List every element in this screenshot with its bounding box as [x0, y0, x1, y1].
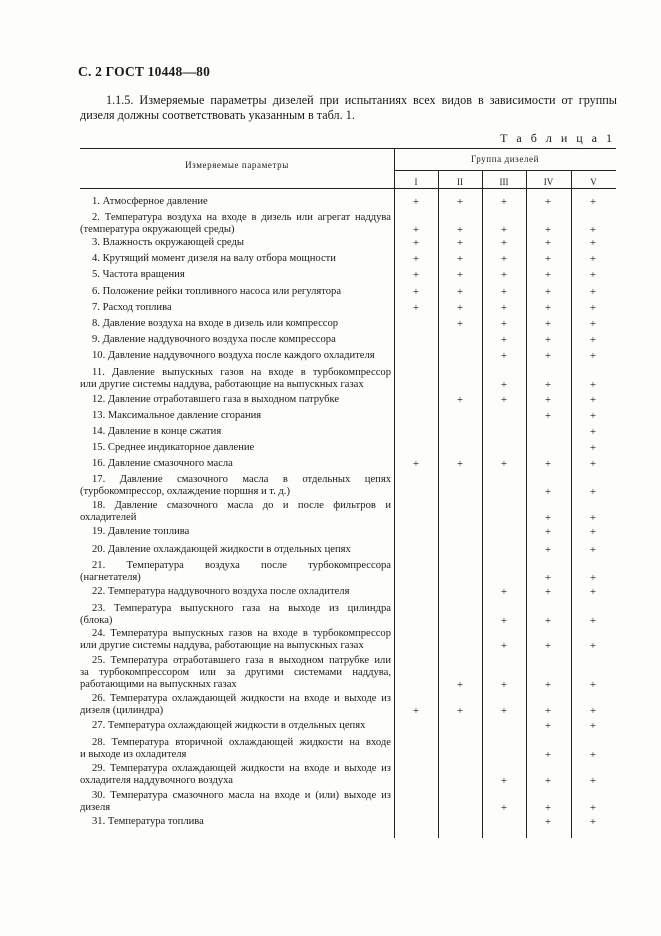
group-mark-iii: +	[500, 458, 508, 470]
group-mark-iii: +	[500, 318, 508, 330]
group-mark-iv: +	[544, 458, 552, 470]
parameter-name	[80, 526, 391, 538]
parameter-line: охладителей	[80, 512, 137, 523]
group-mark-v: +	[589, 749, 597, 761]
group-mark-iv: +	[544, 224, 552, 236]
group-mark-v: +	[589, 720, 597, 732]
parameter-line: 25. Температура отработавшего газа в выходном патрубке или	[92, 655, 391, 666]
parameter-line: 1. Атмосферное давление	[92, 196, 208, 207]
parameter-line: 16. Давление смазочного масла	[92, 458, 233, 469]
group-mark-v: +	[589, 526, 597, 538]
parameter-line: 18. Давление смазочного масла до и после фильтров и	[92, 500, 391, 511]
parameter-name	[80, 318, 391, 330]
group-mark-ii: +	[456, 224, 464, 236]
parameter-name	[80, 655, 391, 691]
parameter-name	[80, 196, 391, 208]
parameter-name	[80, 474, 391, 498]
group-mark-ii: +	[456, 196, 464, 208]
group-mark-v: +	[589, 486, 597, 498]
group-mark-iii: +	[500, 775, 508, 787]
group-mark-iii: +	[500, 802, 508, 814]
group-mark-v: +	[589, 816, 597, 828]
group-header-ii: II	[457, 177, 463, 187]
parameter-line: 5. Частота вращения	[92, 269, 185, 280]
group-mark-iv: +	[544, 679, 552, 691]
group-mark-i: +	[412, 286, 420, 298]
group-mark-ii: +	[456, 269, 464, 281]
parameter-line: охладителя наддувочного воздуха	[80, 775, 234, 786]
parameter-line: 3. Влажность окружающей среды	[92, 237, 244, 248]
group-mark-v: +	[589, 269, 597, 281]
group-mark-v: +	[589, 334, 597, 346]
header-bottom-rule	[80, 188, 616, 189]
parameter-line: 20. Давление охлаждающей жидкости в отдельных цепях	[92, 544, 351, 555]
group-mark-iv: +	[544, 269, 552, 281]
parameter-line: 23. Температура выпускного газа на выходе из цилиндра	[92, 603, 391, 614]
page-header: С. 2 ГОСТ 10448—80	[78, 64, 211, 79]
group-mark-iii: +	[500, 394, 508, 406]
group-mark-iv: +	[544, 544, 552, 556]
parameter-name	[80, 720, 391, 732]
group-mark-iv: +	[544, 253, 552, 265]
group-mark-iv: +	[544, 615, 552, 627]
parameter-name	[80, 560, 391, 584]
parameters-table	[80, 148, 616, 838]
parameter-line: 14. Давление в конце сжатия	[92, 426, 222, 437]
parameter-name	[80, 367, 391, 391]
group-mark-v: +	[589, 394, 597, 406]
group-mark-iv: +	[544, 237, 552, 249]
column-divider	[394, 148, 395, 838]
parameter-name	[80, 269, 391, 281]
parameter-line: 8. Давление воздуха на входе в дизель или компрессор	[92, 318, 339, 329]
group-mark-v: +	[589, 379, 597, 391]
parameter-line: 22. Температура наддувочного воздуха после охладителя	[92, 586, 350, 597]
group-mark-v: +	[589, 196, 597, 208]
parameter-name	[80, 237, 391, 249]
parameter-line: (турбокомпрессор, охлаждение поршня и т. д.)	[80, 486, 290, 497]
parameter-line: 26. Температура охлаждающей жидкости на входе и выходе из	[92, 693, 391, 704]
parameter-name	[80, 212, 391, 236]
parameter-line: (блока)	[80, 615, 113, 626]
group-mark-iv: +	[544, 816, 552, 828]
group-mark-v: +	[589, 442, 597, 454]
group-mark-v: +	[589, 458, 597, 470]
column-divider	[482, 170, 483, 838]
group-mark-iv: +	[544, 318, 552, 330]
parameter-name	[80, 603, 391, 627]
group-mark-v: +	[589, 253, 597, 265]
parameter-name	[80, 286, 391, 298]
parameter-name	[80, 544, 391, 556]
group-mark-iv: +	[544, 640, 552, 652]
group-mark-iii: +	[500, 196, 508, 208]
group-header-iii: III	[499, 177, 509, 187]
group-mark-ii: +	[456, 237, 464, 249]
group-mark-v: +	[589, 802, 597, 814]
parameter-line: (температура окружающей среды)	[80, 224, 235, 235]
group-mark-ii: +	[456, 679, 464, 691]
group-mark-ii: +	[456, 302, 464, 314]
group-mark-v: +	[589, 572, 597, 584]
group-mark-iv: +	[544, 302, 552, 314]
parameter-line: за турбокомпрессором или за другими системами наддува,	[80, 667, 391, 678]
group-mark-iii: +	[500, 253, 508, 265]
parameter-line: 4. Крутящий момент дизеля на валу отбора мощности	[92, 253, 336, 264]
group-mark-ii: +	[456, 394, 464, 406]
parameter-line: 12. Давление отработавшего газа в выходном патрубке	[92, 394, 340, 405]
column-divider	[571, 170, 572, 838]
parameter-line: 7. Расход топлива	[92, 302, 172, 313]
group-mark-iii: +	[500, 615, 508, 627]
group-mark-iii: +	[500, 705, 508, 717]
group-mark-iv: +	[544, 526, 552, 538]
group-mark-ii: +	[456, 458, 464, 470]
group-mark-v: +	[589, 350, 597, 362]
parameter-line: (нагнетателя)	[80, 572, 141, 583]
parameter-line: 28. Температура вторичной охлаждающей жидкости на входе	[92, 737, 391, 748]
group-column-header: Группа дизелей	[470, 154, 540, 164]
group-mark-v: +	[589, 286, 597, 298]
group-mark-iii: +	[500, 586, 508, 598]
group-mark-iii: +	[500, 379, 508, 391]
group-mark-iv: +	[544, 196, 552, 208]
column-divider	[438, 170, 439, 838]
group-mark-i: +	[412, 196, 420, 208]
group-mark-i: +	[412, 253, 420, 265]
column-divider	[526, 170, 527, 838]
group-mark-iii: +	[500, 350, 508, 362]
group-header-v: V	[590, 177, 597, 187]
parameter-line: 27. Температура охлаждающей жидкости в отдельных цепях	[92, 720, 366, 731]
parameter-name	[80, 334, 391, 346]
parameter-name	[80, 763, 391, 787]
group-mark-v: +	[589, 679, 597, 691]
parameter-line: 10. Давление наддувочного воздуха после каждого охладителя	[92, 350, 375, 361]
group-mark-i: +	[412, 237, 420, 249]
parameter-name	[80, 693, 391, 717]
group-mark-iv: +	[544, 586, 552, 598]
group-mark-iv: +	[544, 749, 552, 761]
group-mark-i: +	[412, 269, 420, 281]
group-mark-iv: +	[544, 286, 552, 298]
group-mark-ii: +	[456, 318, 464, 330]
parameter-name	[80, 458, 391, 470]
intro-paragraph: 1.1.5. Измеряемые параметры дизелей при испытаниях всех видов в зависимости от группы дизеля должны соответствовать указанным в табл. 1.	[80, 93, 617, 122]
group-mark-iv: +	[544, 486, 552, 498]
group-mark-ii: +	[456, 253, 464, 265]
parameter-line: 15. Среднее индикаторное давление	[92, 442, 255, 453]
parameter-line: или другие системы наддува, работающие на выпускных газах	[80, 640, 364, 651]
group-mark-v: +	[589, 705, 597, 717]
group-mark-v: +	[589, 640, 597, 652]
parameter-line: 9. Давление наддувочного воздуха после компрессора	[92, 334, 336, 345]
group-mark-iv: +	[544, 410, 552, 422]
group-header-iv: IV	[543, 177, 554, 187]
parameter-name	[80, 253, 391, 265]
group-mark-iii: +	[500, 237, 508, 249]
group-mark-v: +	[589, 224, 597, 236]
group-mark-v: +	[589, 410, 597, 422]
parameter-line: 31. Температура топлива	[92, 816, 204, 827]
group-mark-iii: +	[500, 640, 508, 652]
parameter-name	[80, 586, 391, 598]
group-mark-i: +	[412, 705, 420, 717]
group-mark-iii: +	[500, 224, 508, 236]
parameter-name	[80, 394, 391, 406]
parameter-name	[80, 500, 391, 524]
group-mark-v: +	[589, 318, 597, 330]
group-mark-iv: +	[544, 379, 552, 391]
group-mark-ii: +	[456, 705, 464, 717]
parameter-name	[80, 628, 391, 652]
parameter-name	[80, 410, 391, 422]
group-mark-v: +	[589, 426, 597, 438]
group-mark-i: +	[412, 458, 420, 470]
group-mark-iii: +	[500, 334, 508, 346]
group-mark-iii: +	[500, 286, 508, 298]
group-mark-iii: +	[500, 679, 508, 691]
group-mark-iv: +	[544, 802, 552, 814]
group-mark-i: +	[412, 224, 420, 236]
parameter-line: 11. Давление выпускных газов на входе в турбокомпрессор	[92, 367, 391, 378]
table-caption: Т а б л и ц а 1	[500, 131, 615, 145]
parameter-name	[80, 350, 391, 362]
group-mark-iii: +	[500, 269, 508, 281]
group-mark-i: +	[412, 302, 420, 314]
parameter-line: работающими на выпускных газах	[80, 679, 237, 690]
group-mark-ii: +	[456, 286, 464, 298]
parameter-name	[80, 302, 391, 314]
group-mark-v: +	[589, 775, 597, 787]
param-column-header: Измеряемые параметры	[185, 160, 289, 170]
parameter-line: 13. Максимальное давление сгорания	[92, 410, 262, 421]
parameter-name	[80, 816, 391, 828]
parameter-line: 21. Температура воздуха после турбокомпрессора	[92, 560, 391, 571]
group-mark-iv: +	[544, 720, 552, 732]
group-mark-iv: +	[544, 705, 552, 717]
parameter-name	[80, 426, 391, 438]
parameter-name	[80, 737, 391, 761]
group-mark-iv: +	[544, 394, 552, 406]
parameter-line: дизеля (цилиндра)	[80, 705, 164, 716]
parameter-name	[80, 790, 391, 814]
group-mark-iv: +	[544, 572, 552, 584]
parameter-line: 29. Температура охлаждающей жидкости на входе и выходе из	[92, 763, 391, 774]
parameter-line: 17. Давление смазочного масла в отдельных цепях	[92, 474, 391, 485]
group-header-rule	[394, 170, 616, 171]
group-mark-iv: +	[544, 334, 552, 346]
group-mark-v: +	[589, 615, 597, 627]
parameter-line: 30. Температура смазочного масла на входе и (или) выходе из	[92, 790, 391, 801]
group-mark-v: +	[589, 586, 597, 598]
group-mark-v: +	[589, 512, 597, 524]
group-mark-iii: +	[500, 302, 508, 314]
parameter-line: и выходе из охладителя	[80, 749, 187, 760]
group-mark-v: +	[589, 302, 597, 314]
parameter-name	[80, 442, 391, 454]
parameter-line: или другие системы наддува, работающие на выпускных газах	[80, 379, 364, 390]
group-mark-iv: +	[544, 350, 552, 362]
group-mark-v: +	[589, 544, 597, 556]
table-top-rule	[80, 148, 616, 149]
group-mark-v: +	[589, 237, 597, 249]
parameter-line: 6. Положение рейки топливного насоса или регулятора	[92, 286, 342, 297]
parameter-line: 19. Давление топлива	[92, 526, 190, 537]
group-mark-iv: +	[544, 775, 552, 787]
parameter-line: 24. Температура выпускных газов на входе в турбокомпрессор	[92, 628, 391, 639]
group-mark-iv: +	[544, 512, 552, 524]
group-header-i: I	[414, 177, 418, 187]
parameter-line: дизеля	[80, 802, 111, 813]
parameter-line: 2. Температура воздуха на входе в дизель или агрегат наддува	[92, 212, 391, 223]
